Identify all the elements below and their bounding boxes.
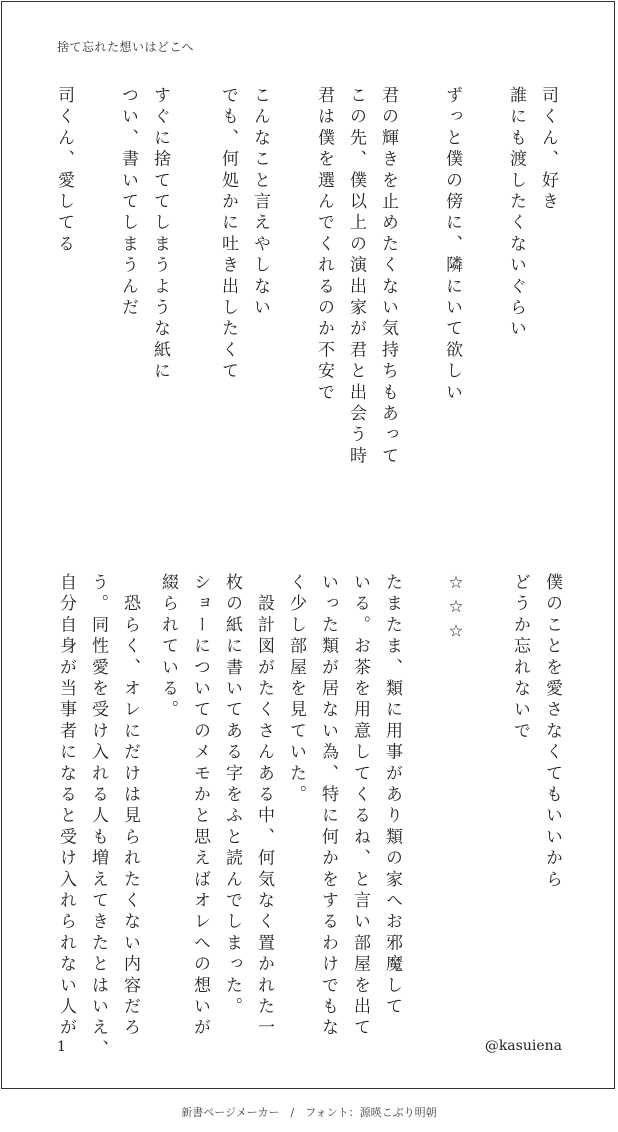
text-column: 司くん、好き — [538, 86, 558, 214]
manuscript-page — [1, 1, 615, 1089]
text-column: 誰にも渡したくないぐらい — [506, 86, 526, 341]
author-handle: @kasuiena — [484, 1038, 562, 1054]
text-column: いる。お茶を用意してくるね、と言い部屋を出て — [350, 573, 370, 1040]
text-column: 君は僕を選んでくれるのか不安で — [314, 86, 334, 404]
text-column: 恐らく、オレにだけは見られたくない内容だろ — [120, 573, 140, 1040]
text-column: いった類が居ない為、特に何かをするわけでもな — [318, 573, 338, 1040]
text-column: ショーについてのメモかと思えばオレへの想いが — [190, 573, 210, 1040]
page-number: 1 — [57, 1039, 66, 1055]
text-column: たまたま、類に用事があり類の家へお邪魔して — [382, 573, 402, 1019]
text-column: どうか忘れないで — [510, 573, 530, 743]
text-column: 自分自身が当事者になると受け入れられない人が — [56, 573, 76, 1040]
text-column: つい、書いてしまうんだ — [118, 86, 138, 320]
text-column: 設計図がたくさんある中、何気なく置かれた一 — [254, 573, 274, 1040]
text-column: う。同性愛を受け入れる人も増えてきたとはいえ、 — [88, 573, 108, 1061]
text-column: 綴られている。 — [158, 573, 178, 722]
text-column: く少し部屋を見ていた。 — [286, 573, 306, 807]
text-column: 枚の紙に書いてある字をふと読んでしまった。 — [222, 573, 242, 1019]
text-column: すぐに捨ててしまうような紙に — [150, 86, 170, 383]
text-column: でも、何処かに吐き出したくて — [218, 86, 238, 383]
text-column: 君の輝きを止めたくない気持ちもあって — [378, 86, 398, 468]
text-column: ☆☆☆ — [446, 573, 466, 646]
text-column: ずっと僕の傍に、隣にいて欲しい — [442, 86, 462, 404]
footer-credit: 新書ページメーカー / フォント：源暎こぶり明朝 — [181, 1106, 437, 1119]
page-title: 捨て忘れた想いはどこへ — [57, 40, 195, 54]
text-column: この先、僕以上の演出家が君と出会う時 — [346, 86, 366, 468]
text-column: 司くん、愛してる — [54, 86, 74, 256]
text-column: こんなこと言えやしない — [250, 86, 270, 320]
text-column: 僕のことを愛さなくてもいいから — [542, 573, 562, 891]
